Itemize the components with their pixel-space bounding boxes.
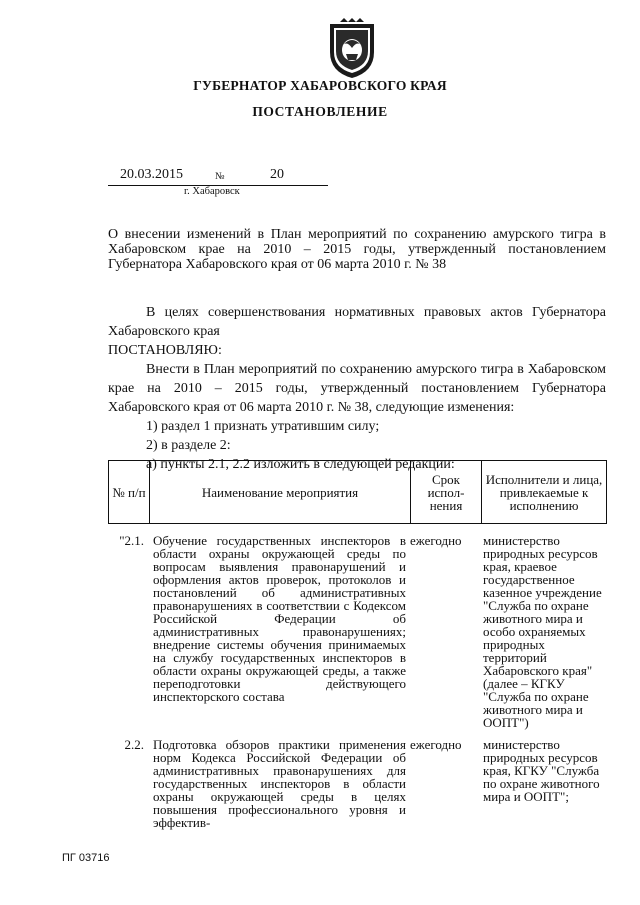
document-number: 20 [270,167,284,182]
column-header: Наименование мероприятия [150,461,411,524]
date-number-line [108,167,328,186]
row-number: 2.2. [124,737,144,752]
row-activity: Обучение государственных инспекторов в области охраны окружающей среды по вопросам выявления правонарушений и оформления актов проверок, протоколов и постановлений об административных правонарушениях в соответствии с Кодексом Российской Федерации об административных правонарушениях; внедрение системы обучения принимаемых на службу государственных инспекторов в области охраны окружающей среды, а также переподготовки действующего инспекторского состава [153,533,406,704]
number-sign: № [215,171,225,182]
document-type: ПОСТАНОВЛЕНИЕ [252,104,388,119]
row-executors: министерство природных ресурсов края, краевое государственное казенное учреждение "Служба по охране животного мира и особо охраняемых природных территорий Хабаровского края" (далее – КГКУ "Служба по охране животного мира и ООПТ") [483,533,602,730]
document-date: 20.03.2015 [120,167,183,182]
body-paragraph: 2) в разделе 2: [146,438,231,453]
column-header: Исполнители и лица, привлекаемые к исполнению [482,461,607,524]
body-paragraph: а) пункты 2.1, 2.2 изложить в следующей редакции: [146,457,455,472]
row-activity: Подготовка обзоров практики применения норм Кодекса Российской Федерации об административных правонарушениях для государственных инспекторов в области охраны окружающей среды в целях повышения профессионального уровня и эффектив- [153,737,406,830]
authority-title: ГУБЕРНАТОР ХАБАРОВСКОГО КРАЯ [193,78,447,93]
row-term: ежегодно [410,737,462,752]
document-subject: О внесении изменений в План мероприятий по сохранению амурского тигра в Хабаровском крае на 2010 – 2015 годы, утвержденный постановлением Губернатора Хабаровского края от 06 марта 2010 г. № 38 [108,227,606,272]
row-term: ежегодно [410,533,462,548]
row-number: "2.1. [119,533,144,548]
document-body [108,303,606,474]
coat-of-arms-icon [326,18,378,80]
body-paragraph: 1) раздел 1 признать утратившим силу; [146,419,380,434]
form-code: ПГ 03716 [62,852,110,864]
city: г. Хабаровск [184,186,240,197]
column-header: Срок испол- нения [411,461,482,524]
column-header: № п/п [109,461,150,524]
body-paragraph: Внести в План мероприятий по сохранению амурского тигра в Хабаровском крае на 2010 – 2015 годы, утвержденный постановлением Губернатора Хабаровского края от 06 марта 2010 г. № 38, следующие изменения: [108,362,606,415]
body-paragraph: ПОСТАНОВЛЯЮ: [108,343,222,358]
measures-table-header [108,460,607,524]
body-paragraph: В целях совершенствования нормативных правовых актов Губернатора Хабаровского края [108,305,606,339]
row-executors: министерство природных ресурсов края, КГКУ "Служба по охране животного мира и ООПТ"; [483,737,600,804]
